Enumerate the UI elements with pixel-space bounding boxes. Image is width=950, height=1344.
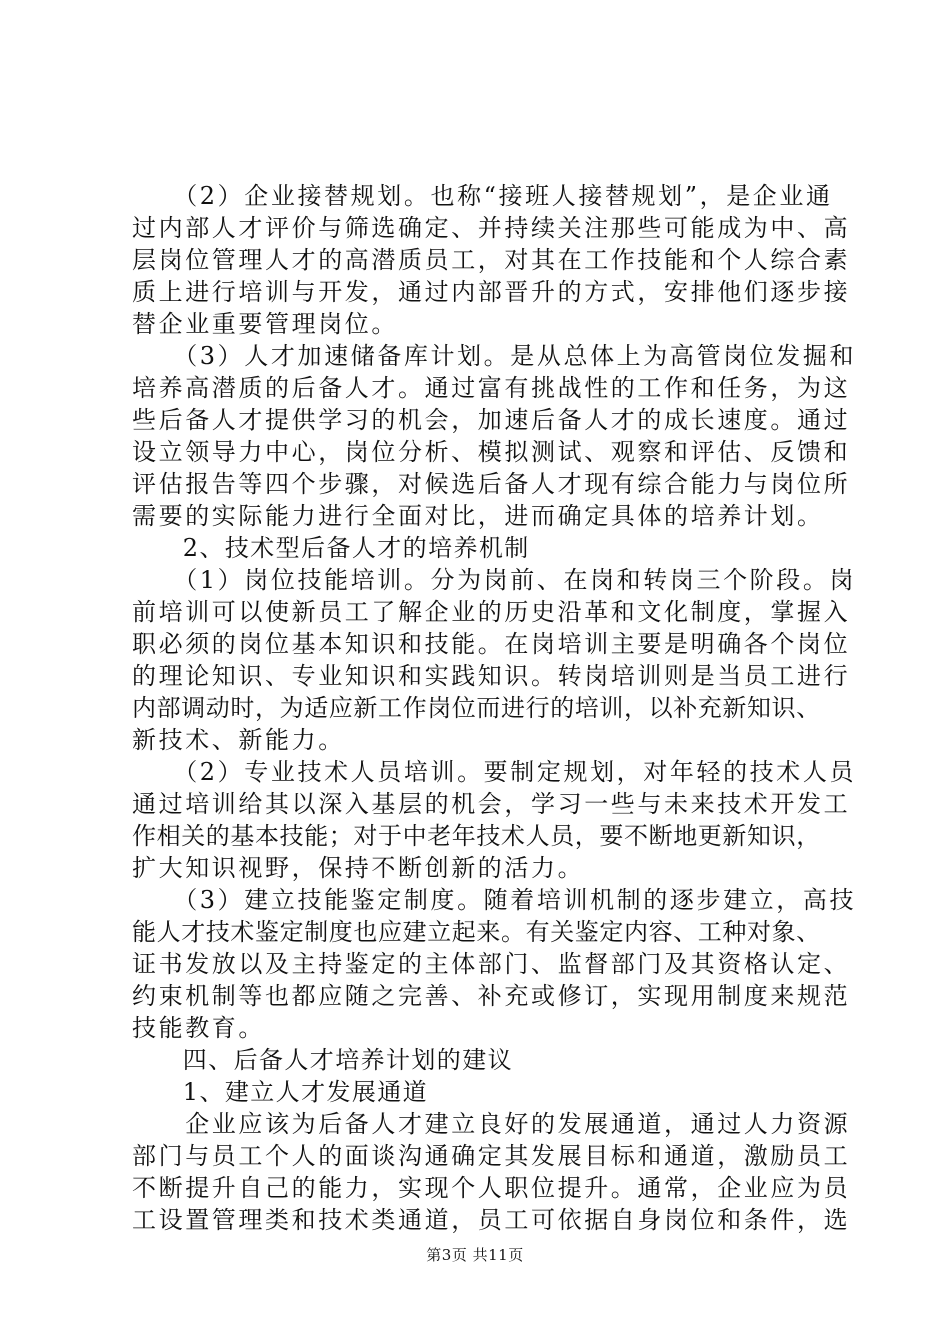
text-line: 需要的实际能力进行全面对比，进而确定具体的培养计划。 <box>132 502 824 530</box>
text-line: 工设置管理类和技术类通道，员工可依据自身岗位和条件，选 <box>132 1206 851 1234</box>
text-line: 部门与员工个人的面谈沟通确定其发展目标和通道，激励员工 <box>132 1142 851 1170</box>
text-line: （2）专业技术人员培训。要制定规划，对年轻的技术人员 <box>132 758 857 786</box>
text-line: 不断提升自己的能力，实现个人职位提升。通常，企业应为员 <box>132 1174 851 1202</box>
text-line: 质上进行培训与开发，通过内部晋升的方式，安排他们逐步接 <box>132 278 851 306</box>
text-line: 前培训可以使新员工了解企业的历史沿革和文化制度，掌握入 <box>132 598 851 626</box>
text-line: 作相关的基本技能；对于中老年技术人员，要不断地更新知识， <box>132 822 821 850</box>
text-line: 些后备人才提供学习的机会，加速后备人才的成长速度。通过 <box>132 406 851 434</box>
text-line: 职必须的岗位基本知识和技能。在岗培训主要是明确各个岗位 <box>132 630 851 658</box>
text-line: 替企业重要管理岗位。 <box>132 310 398 338</box>
text-line: 技能教育。 <box>132 1014 265 1042</box>
text-line: 约束机制等也都应随之完善、补充或修订，实现用制度来规范 <box>132 982 851 1010</box>
text-line: 企业应该为后备人才建立良好的发展通道，通过人力资源 <box>132 1110 851 1138</box>
text-line: 内部调动时，为适应新工作岗位而进行的培训，以补充新知识、 <box>132 694 821 722</box>
text-line: 设立领导力中心，岗位分析、模拟测试、观察和评估、反馈和 <box>132 438 851 466</box>
text-line: （2）企业接替规划。也称“接班人接替规划”，是企业通 <box>132 182 833 210</box>
text-line: （3）建立技能鉴定制度。随着培训机制的逐步建立，高技 <box>132 886 857 914</box>
text-line: 证书发放以及主持鉴定的主体部门、监督部门及其资格认定、 <box>132 950 851 978</box>
section-heading: 四、后备人才培养计划的建议 <box>132 1046 513 1074</box>
text-line: 能人才技术鉴定制度也应建立起来。有关鉴定内容、工种对象、 <box>132 918 821 946</box>
section-heading: 1、建立人才发展通道 <box>132 1078 429 1106</box>
text-line: 评估报告等四个步骤，对候选后备人才现有综合能力与岗位所 <box>132 470 851 498</box>
text-line: （1）岗位技能培训。分为岗前、在岗和转岗三个阶段。岗 <box>132 566 857 594</box>
text-line: 通过培训给其以深入基层的机会，学习一些与未来技术开发工 <box>132 790 851 818</box>
text-line: 扩大知识视野，保持不断创新的活力。 <box>132 854 585 882</box>
text-line: （3）人才加速储备库计划。是从总体上为高管岗位发掘和 <box>132 342 857 370</box>
text-line: 新技术、新能力。 <box>132 726 345 754</box>
text-line: 的理论知识、专业知识和实践知识。转岗培训则是当员工进行 <box>132 662 851 690</box>
page-number: 第3页 共11页 <box>426 1246 524 1264</box>
section-heading: 2、技术型后备人才的培养机制 <box>132 534 530 562</box>
document-body <box>132 180 857 1236</box>
text-line: 层岗位管理人才的高潜质员工，对其在工作技能和个人综合素 <box>132 246 851 274</box>
text-line: 培养高潜质的后备人才。通过富有挑战性的工作和任务，为这 <box>132 374 851 402</box>
text-line: 过内部人才评价与筛选确定、并持续关注那些可能成为中、高 <box>132 214 851 242</box>
